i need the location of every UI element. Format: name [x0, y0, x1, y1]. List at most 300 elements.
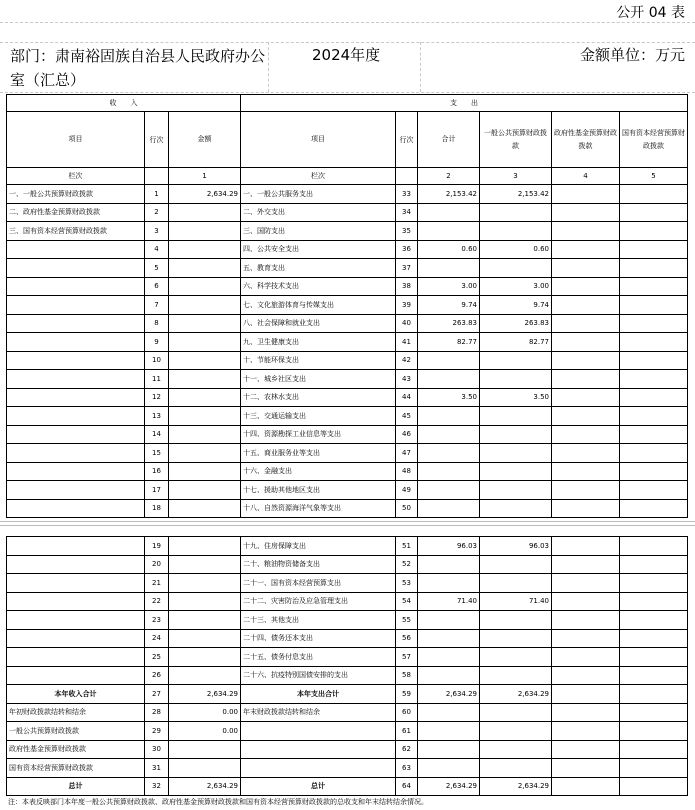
seq-num: 3	[480, 168, 552, 185]
expense-total: 2,153.42	[418, 185, 480, 204]
state-capital-amount	[620, 425, 688, 444]
general-budget-amount	[480, 759, 552, 778]
expense-item: 二十二、灾害防治及应急管理支出	[241, 592, 396, 611]
general-budget-amount	[480, 351, 552, 370]
expense-row-number: 53	[396, 574, 418, 593]
income-amount	[169, 574, 241, 593]
fund-budget-amount	[552, 481, 620, 500]
income-item: 本年收入合计	[7, 685, 145, 704]
income-row-number: 9	[145, 333, 169, 352]
income-item: 二、政府性基金预算财政拨款	[7, 203, 145, 222]
income-amount	[169, 296, 241, 315]
income-item	[7, 666, 145, 685]
income-row-number: 26	[145, 666, 169, 685]
expense-item: 二十、粮油物资储备支出	[241, 555, 396, 574]
state-capital-amount	[620, 259, 688, 278]
col-fund-budget: 政府性基金预算财政拨款	[552, 112, 620, 168]
income-item	[7, 611, 145, 630]
expense-row-number: 51	[396, 537, 418, 556]
page-break	[0, 519, 695, 528]
table-row	[7, 370, 688, 389]
general-budget-amount	[480, 222, 552, 241]
expense-total	[418, 759, 480, 778]
table-row	[7, 222, 688, 241]
expense-item: 十六、金融支出	[241, 462, 396, 481]
general-budget-amount	[480, 611, 552, 630]
expense-row-number: 38	[396, 277, 418, 296]
expense-item: 九、卫生健康支出	[241, 333, 396, 352]
income-row-number: 2	[145, 203, 169, 222]
fund-budget-amount	[552, 222, 620, 241]
expense-total: 82.77	[418, 333, 480, 352]
income-row-number: 23	[145, 611, 169, 630]
income-row-number: 13	[145, 407, 169, 426]
fund-budget-amount	[552, 629, 620, 648]
fund-budget-amount	[552, 537, 620, 556]
income-item	[7, 277, 145, 296]
expense-item: 十四、资源勘探工业信息等支出	[241, 425, 396, 444]
state-capital-amount	[620, 222, 688, 241]
table-row	[7, 722, 688, 741]
income-amount: 0.00	[169, 703, 241, 722]
expense-item: 十二、农林水支出	[241, 388, 396, 407]
expense-row-number: 47	[396, 444, 418, 463]
col-expense-total: 合计	[418, 112, 480, 168]
income-item	[7, 629, 145, 648]
expense-section-title: 支 出	[241, 95, 688, 112]
state-capital-amount	[620, 777, 688, 796]
table-row	[7, 462, 688, 481]
general-budget-amount: 263.83	[480, 314, 552, 333]
general-budget-amount	[480, 425, 552, 444]
expense-row-number: 59	[396, 685, 418, 704]
fund-budget-amount	[552, 499, 620, 518]
income-row-number: 32	[145, 777, 169, 796]
expense-item: 二十六、抗疫特别国债安排的支出	[241, 666, 396, 685]
income-row-number: 12	[145, 388, 169, 407]
col-expense-item: 项目	[241, 112, 396, 168]
state-capital-amount	[620, 629, 688, 648]
general-budget-amount: 82.77	[480, 333, 552, 352]
expense-item	[241, 740, 396, 759]
income-row-number: 17	[145, 481, 169, 500]
income-row-number: 19	[145, 537, 169, 556]
income-row-number: 10	[145, 351, 169, 370]
general-budget-amount	[480, 629, 552, 648]
general-budget-amount: 3.00	[480, 277, 552, 296]
general-budget-amount	[480, 666, 552, 685]
income-row-number: 14	[145, 425, 169, 444]
state-capital-amount	[620, 759, 688, 778]
income-row-number: 21	[145, 574, 169, 593]
income-row-number: 18	[145, 499, 169, 518]
state-capital-amount	[620, 648, 688, 667]
fund-budget-amount	[552, 777, 620, 796]
state-capital-amount	[620, 462, 688, 481]
expense-item: 二十四、债务还本支出	[241, 629, 396, 648]
income-item: 国有资本经营预算财政拨款	[7, 759, 145, 778]
state-capital-amount	[620, 740, 688, 759]
table-row	[7, 296, 688, 315]
expense-row-number: 57	[396, 648, 418, 667]
expense-row-number: 63	[396, 759, 418, 778]
fiscal-year: 2024年度	[312, 46, 381, 64]
income-item	[7, 314, 145, 333]
expense-row-number: 49	[396, 481, 418, 500]
expense-row-number: 48	[396, 462, 418, 481]
state-capital-amount	[620, 555, 688, 574]
income-amount	[169, 666, 241, 685]
fund-budget-amount	[552, 370, 620, 389]
income-amount	[169, 388, 241, 407]
income-amount	[169, 592, 241, 611]
seq-num: 5	[620, 168, 688, 185]
income-row-number: 7	[145, 296, 169, 315]
expense-total	[418, 259, 480, 278]
expense-row-number: 35	[396, 222, 418, 241]
expense-total	[418, 462, 480, 481]
table-row	[7, 499, 688, 518]
general-budget-amount: 0.60	[480, 240, 552, 259]
income-section-title: 收 入	[7, 95, 241, 112]
income-item: 三、国有资本经营预算财政拨款	[7, 222, 145, 241]
expense-total	[418, 611, 480, 630]
table-row	[7, 574, 688, 593]
state-capital-amount	[620, 351, 688, 370]
general-budget-amount	[480, 499, 552, 518]
fund-budget-amount	[552, 351, 620, 370]
fund-budget-amount	[552, 759, 620, 778]
income-amount	[169, 277, 241, 296]
fund-budget-amount	[552, 666, 620, 685]
expense-row-number: 61	[396, 722, 418, 741]
income-amount	[169, 611, 241, 630]
expense-total	[418, 740, 480, 759]
income-amount	[169, 351, 241, 370]
table-row	[7, 240, 688, 259]
income-item	[7, 240, 145, 259]
state-capital-amount	[620, 574, 688, 593]
income-amount: 2,634.29	[169, 685, 241, 704]
income-row-number: 27	[145, 685, 169, 704]
expense-total	[418, 425, 480, 444]
state-capital-amount	[620, 296, 688, 315]
income-amount	[169, 555, 241, 574]
expense-item: 总计	[241, 777, 396, 796]
income-item	[7, 592, 145, 611]
table-row	[7, 444, 688, 463]
fund-budget-amount	[552, 388, 620, 407]
expense-total	[418, 203, 480, 222]
general-budget-amount	[480, 407, 552, 426]
budget-table-part1	[6, 94, 688, 518]
expense-total	[418, 444, 480, 463]
income-amount	[169, 314, 241, 333]
col-state-capital-budget: 国有资本经营预算财政拨款	[620, 112, 688, 168]
income-item: 政府性基金预算财政拨款	[7, 740, 145, 759]
expense-row-number: 43	[396, 370, 418, 389]
table-row	[7, 629, 688, 648]
general-budget-amount	[480, 370, 552, 389]
income-amount: 2,634.29	[169, 185, 241, 204]
income-amount	[169, 648, 241, 667]
expense-item	[241, 722, 396, 741]
seq-blank	[396, 168, 418, 185]
income-row-number: 28	[145, 703, 169, 722]
fund-budget-amount	[552, 611, 620, 630]
expense-item: 十七、援助其他地区支出	[241, 481, 396, 500]
expense-row-number: 44	[396, 388, 418, 407]
state-capital-amount	[620, 407, 688, 426]
state-capital-amount	[620, 666, 688, 685]
expense-total: 0.60	[418, 240, 480, 259]
expense-total: 2,634.29	[418, 685, 480, 704]
expense-item: 二十一、国有资本经营预算支出	[241, 574, 396, 593]
seq-num: 4	[552, 168, 620, 185]
expense-row-number: 56	[396, 629, 418, 648]
seq-label-expense: 栏次	[241, 168, 396, 185]
expense-row-number: 50	[396, 499, 418, 518]
table-row	[7, 333, 688, 352]
expense-total	[418, 407, 480, 426]
income-row-number: 15	[145, 444, 169, 463]
fund-budget-amount	[552, 462, 620, 481]
expense-row-number: 42	[396, 351, 418, 370]
income-item	[7, 370, 145, 389]
income-item	[7, 425, 145, 444]
expense-item: 八、社会保障和就业支出	[241, 314, 396, 333]
fund-budget-amount	[552, 314, 620, 333]
fund-budget-amount	[552, 592, 620, 611]
general-budget-amount	[480, 444, 552, 463]
table-row	[7, 666, 688, 685]
fund-budget-amount	[552, 185, 620, 204]
col-income-item: 项目	[7, 112, 145, 168]
table-row	[7, 592, 688, 611]
fund-budget-amount	[552, 740, 620, 759]
expense-item: 三、国防支出	[241, 222, 396, 241]
table-row	[7, 185, 688, 204]
state-capital-amount	[620, 722, 688, 741]
income-amount	[169, 370, 241, 389]
state-capital-amount	[620, 685, 688, 704]
general-budget-amount	[480, 722, 552, 741]
table-row	[7, 259, 688, 278]
income-amount	[169, 425, 241, 444]
general-budget-amount	[480, 703, 552, 722]
table-row	[7, 425, 688, 444]
state-capital-amount	[620, 388, 688, 407]
fund-budget-amount	[552, 277, 620, 296]
state-capital-amount	[620, 444, 688, 463]
income-amount: 2,634.29	[169, 777, 241, 796]
income-item	[7, 555, 145, 574]
income-item	[7, 574, 145, 593]
fund-budget-amount	[552, 648, 620, 667]
income-amount	[169, 444, 241, 463]
expense-total: 263.83	[418, 314, 480, 333]
state-capital-amount	[620, 240, 688, 259]
income-row-number: 11	[145, 370, 169, 389]
state-capital-amount	[620, 481, 688, 500]
expense-total: 71.40	[418, 592, 480, 611]
income-item	[7, 388, 145, 407]
state-capital-amount	[620, 703, 688, 722]
fund-budget-amount	[552, 685, 620, 704]
state-capital-amount	[620, 277, 688, 296]
general-budget-amount: 71.40	[480, 592, 552, 611]
department-label: 部门：肃南裕固族自治县人民政府办公室（汇总）	[10, 47, 266, 89]
general-budget-amount	[480, 574, 552, 593]
amount-unit: 金额单位：万元	[579, 46, 685, 64]
col-general-budget: 一般公共预算财政拨款	[480, 112, 552, 168]
expense-item: 一、一般公共服务支出	[241, 185, 396, 204]
expense-total	[418, 351, 480, 370]
expense-item	[241, 759, 396, 778]
state-capital-amount	[620, 592, 688, 611]
income-item	[7, 296, 145, 315]
seq-label-income: 栏次	[7, 168, 145, 185]
expense-total: 3.00	[418, 277, 480, 296]
expense-item: 十三、交通运输支出	[241, 407, 396, 426]
expense-row-number: 33	[396, 185, 418, 204]
seq-num: 1	[169, 168, 241, 185]
general-budget-amount: 2,634.29	[480, 685, 552, 704]
income-row-number: 4	[145, 240, 169, 259]
col-expense-row: 行次	[396, 112, 418, 168]
col-income-row: 行次	[145, 112, 169, 168]
expense-total	[418, 555, 480, 574]
table-code: 公开 04 表	[616, 5, 685, 21]
table-footnote: 注：本表反映部门本年度一般公共预算财政拨款、政府性基金预算财政拨款和国有资本经营预算财政拨款的总收支和年末结转结余情况。	[8, 798, 428, 806]
state-capital-amount	[620, 185, 688, 204]
expense-total	[418, 481, 480, 500]
fund-budget-amount	[552, 425, 620, 444]
general-budget-amount	[480, 648, 552, 667]
expense-row-number: 34	[396, 203, 418, 222]
expense-row-number: 37	[396, 259, 418, 278]
expense-row-number: 46	[396, 425, 418, 444]
expense-item: 二、外交支出	[241, 203, 396, 222]
table-row	[7, 388, 688, 407]
table-row	[7, 351, 688, 370]
fund-budget-amount	[552, 722, 620, 741]
income-amount	[169, 333, 241, 352]
income-amount	[169, 629, 241, 648]
expense-total	[418, 499, 480, 518]
table-row	[7, 777, 688, 796]
general-budget-amount	[480, 740, 552, 759]
expense-row-number: 55	[396, 611, 418, 630]
expense-item: 六、科学技术支出	[241, 277, 396, 296]
general-budget-amount	[480, 462, 552, 481]
expense-total	[418, 370, 480, 389]
table-row	[7, 740, 688, 759]
general-budget-amount	[480, 259, 552, 278]
income-amount	[169, 259, 241, 278]
seq-num: 2	[418, 168, 480, 185]
expense-total: 2,634.29	[418, 777, 480, 796]
income-amount: 0.00	[169, 722, 241, 741]
expense-item: 十九、住房保障支出	[241, 537, 396, 556]
fund-budget-amount	[552, 407, 620, 426]
income-row-number: 24	[145, 629, 169, 648]
table-row	[7, 555, 688, 574]
expense-total	[418, 703, 480, 722]
state-capital-amount	[620, 370, 688, 389]
fund-budget-amount	[552, 240, 620, 259]
expense-row-number: 41	[396, 333, 418, 352]
expense-total: 3.50	[418, 388, 480, 407]
income-amount	[169, 740, 241, 759]
table-row	[7, 481, 688, 500]
income-row-number: 31	[145, 759, 169, 778]
expense-total: 9.74	[418, 296, 480, 315]
general-budget-amount: 2,634.29	[480, 777, 552, 796]
income-row-number: 22	[145, 592, 169, 611]
expense-row-number: 36	[396, 240, 418, 259]
expense-total	[418, 574, 480, 593]
state-capital-amount	[620, 499, 688, 518]
income-item	[7, 537, 145, 556]
expense-total	[418, 222, 480, 241]
state-capital-amount	[620, 611, 688, 630]
income-item	[7, 462, 145, 481]
table-row	[7, 537, 688, 556]
expense-total	[418, 722, 480, 741]
income-amount	[169, 222, 241, 241]
income-item	[7, 499, 145, 518]
table-row	[7, 611, 688, 630]
expense-item: 二十三、其他支出	[241, 611, 396, 630]
general-budget-amount	[480, 555, 552, 574]
expense-item: 七、文化旅游体育与传媒支出	[241, 296, 396, 315]
fund-budget-amount	[552, 259, 620, 278]
expense-total	[418, 666, 480, 685]
income-row-number: 25	[145, 648, 169, 667]
income-item	[7, 351, 145, 370]
income-item	[7, 444, 145, 463]
income-row-number: 1	[145, 185, 169, 204]
expense-item: 五、教育支出	[241, 259, 396, 278]
income-amount	[169, 481, 241, 500]
income-row-number: 30	[145, 740, 169, 759]
general-budget-amount: 2,153.42	[480, 185, 552, 204]
expense-total: 96.03	[418, 537, 480, 556]
table-row	[7, 685, 688, 704]
fund-budget-amount	[552, 703, 620, 722]
state-capital-amount	[620, 203, 688, 222]
expense-row-number: 45	[396, 407, 418, 426]
fund-budget-amount	[552, 444, 620, 463]
income-row-number: 3	[145, 222, 169, 241]
income-item: 一般公共预算财政拨款	[7, 722, 145, 741]
general-budget-amount	[480, 203, 552, 222]
expense-total	[418, 629, 480, 648]
expense-row-number: 64	[396, 777, 418, 796]
general-budget-amount	[480, 481, 552, 500]
expense-item: 二十五、债务付息支出	[241, 648, 396, 667]
table-row	[7, 407, 688, 426]
state-capital-amount	[620, 537, 688, 556]
income-amount	[169, 759, 241, 778]
general-budget-amount: 9.74	[480, 296, 552, 315]
expense-row-number: 54	[396, 592, 418, 611]
table-row	[7, 703, 688, 722]
table-row	[7, 203, 688, 222]
income-item	[7, 407, 145, 426]
income-item	[7, 648, 145, 667]
